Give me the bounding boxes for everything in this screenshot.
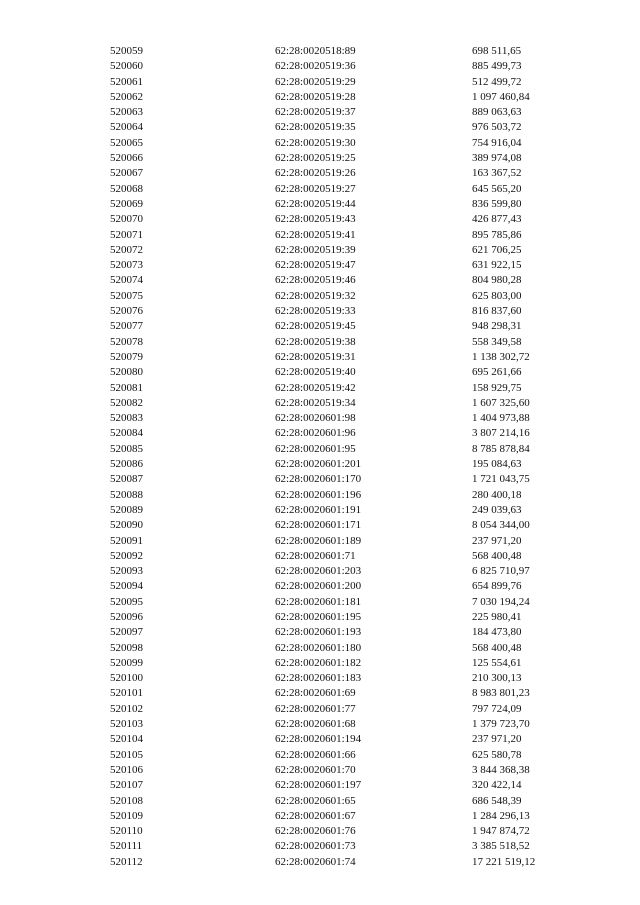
table-row — [110, 763, 570, 778]
cadastral-value-cell: 948 298,31 — [472, 320, 522, 333]
table-row — [110, 136, 570, 151]
cadastral-number-cell: 62:28:0020519:25 — [275, 152, 356, 165]
record-number-cell: 520094 — [110, 580, 143, 593]
cadastral-number-cell: 62:28:0020519:34 — [275, 396, 356, 409]
cadastral-number-cell: 62:28:0020601:189 — [275, 534, 362, 547]
record-number-cell: 520081 — [110, 381, 143, 394]
record-number-cell: 520104 — [110, 733, 143, 746]
cadastral-value-cell: 3 844 368,38 — [472, 763, 530, 776]
record-number-cell: 520084 — [110, 427, 143, 440]
cadastral-value-cell: 686 548,39 — [472, 794, 522, 807]
cadastral-value-cell: 568 400,48 — [472, 641, 522, 654]
table-row — [110, 273, 570, 288]
cadastral-number-cell: 62:28:0020519:40 — [275, 366, 356, 379]
record-number-cell: 520099 — [110, 656, 143, 669]
table-row — [110, 595, 570, 610]
record-number-cell: 520076 — [110, 305, 143, 318]
cadastral-number-cell: 62:28:0020601:170 — [275, 473, 362, 486]
cadastral-number-cell: 62:28:0020519:33 — [275, 305, 356, 318]
cadastral-number-cell: 62:28:0020601:66 — [275, 748, 356, 761]
record-number-cell: 520090 — [110, 519, 143, 532]
table-row — [110, 166, 570, 181]
cadastral-value-cell: 8 054 344,00 — [472, 519, 530, 532]
record-number-cell: 520061 — [110, 75, 143, 88]
cadastral-number-cell: 62:28:0020519:28 — [275, 90, 356, 103]
cadastral-value-cell: 1 097 460,84 — [472, 90, 530, 103]
cadastral-value-cell: 1 284 296,13 — [472, 809, 530, 822]
table-row — [110, 59, 570, 74]
table-row — [110, 365, 570, 380]
record-number-cell: 520091 — [110, 534, 143, 547]
cadastral-value-cell: 1 404 973,88 — [472, 412, 530, 425]
cadastral-value-cell: 184 473,80 — [472, 626, 522, 639]
table-row — [110, 90, 570, 105]
table-row — [110, 197, 570, 212]
record-number-cell: 520075 — [110, 289, 143, 302]
record-number-cell: 520097 — [110, 626, 143, 639]
record-number-cell: 520093 — [110, 565, 143, 578]
table-row — [110, 442, 570, 457]
cadastral-value-cell: 698 511,65 — [472, 45, 522, 57]
cadastral-value-cell: 512 499,72 — [472, 75, 522, 88]
table-row — [110, 426, 570, 441]
cadastral-value-cell: 389 974,08 — [472, 152, 522, 165]
cadastral-value-cell: 568 400,48 — [472, 549, 522, 562]
cadastral-value-cell: 754 916,04 — [472, 136, 522, 149]
record-number-cell: 520062 — [110, 90, 143, 103]
table-row — [110, 656, 570, 671]
cadastral-number-cell: 62:28:0020601:180 — [275, 641, 362, 654]
cadastral-value-cell: 625 803,00 — [472, 289, 522, 302]
cadastral-value-cell: 195 084,63 — [472, 458, 522, 471]
record-number-cell: 520087 — [110, 473, 143, 486]
record-number-cell: 520088 — [110, 488, 143, 501]
table-row — [110, 212, 570, 227]
cadastral-number-cell: 62:28:0020601:171 — [275, 519, 362, 532]
cadastral-number-cell: 62:28:0020601:194 — [275, 733, 362, 746]
table-row — [110, 641, 570, 656]
record-number-cell: 520079 — [110, 350, 143, 363]
cadastral-value-cell: 320 422,14 — [472, 779, 522, 792]
record-number-cell: 520101 — [110, 687, 143, 700]
cadastral-number-cell: 62:28:0020519:29 — [275, 75, 356, 88]
table-row — [110, 457, 570, 472]
cadastral-number-cell: 62:28:0020519:39 — [275, 243, 356, 256]
cadastral-value-cell: 895 785,86 — [472, 228, 522, 241]
table-row — [110, 686, 570, 701]
cadastral-number-cell: 62:28:0020601:73 — [275, 840, 356, 853]
record-number-cell: 520080 — [110, 366, 143, 379]
record-number-cell: 520107 — [110, 779, 143, 792]
table-row — [110, 518, 570, 533]
record-number-cell: 520112 — [110, 855, 143, 868]
table-row — [110, 717, 570, 732]
cadastral-value-cell: 889 063,63 — [472, 106, 522, 119]
record-number-cell: 520070 — [110, 213, 143, 226]
cadastral-number-cell: 62:28:0020518:89 — [275, 45, 356, 57]
cadastral-value-cell: 125 554,61 — [472, 656, 522, 669]
cadastral-value-cell: 621 706,25 — [472, 243, 522, 256]
table-row — [110, 151, 570, 166]
table-row — [110, 534, 570, 549]
cadastral-number-cell: 62:28:0020519:46 — [275, 274, 356, 287]
cadastral-number-cell: 62:28:0020519:30 — [275, 136, 356, 149]
cadastral-number-cell: 62:28:0020601:196 — [275, 488, 362, 501]
cadastral-number-cell: 62:28:0020601:68 — [275, 718, 356, 731]
cadastral-value-cell: 645 565,20 — [472, 182, 522, 195]
cadastral-value-cell: 237 971,20 — [472, 534, 522, 547]
table-row — [110, 75, 570, 90]
cadastral-value-cell: 6 825 710,97 — [472, 565, 530, 578]
cadastral-value-cell: 654 899,76 — [472, 580, 522, 593]
cadastral-number-cell: 62:28:0020519:26 — [275, 167, 356, 180]
cadastral-number-cell: 62:28:0020519:32 — [275, 289, 356, 302]
cadastral-number-cell: 62:28:0020519:41 — [275, 228, 356, 241]
cadastral-value-cell: 210 300,13 — [472, 672, 522, 685]
record-number-cell: 520071 — [110, 228, 143, 241]
record-number-cell: 520083 — [110, 412, 143, 425]
cadastral-value-cell: 816 837,60 — [472, 305, 522, 318]
cadastral-number-cell: 62:28:0020601:197 — [275, 779, 362, 792]
cadastral-number-cell: 62:28:0020519:45 — [275, 320, 356, 333]
cadastral-value-cell: 280 400,18 — [472, 488, 522, 501]
cadastral-value-cell: 1 607 325,60 — [472, 396, 530, 409]
table-row — [110, 824, 570, 839]
cadastral-value-cell: 976 503,72 — [472, 121, 522, 134]
table-row — [110, 258, 570, 273]
cadastral-number-cell: 62:28:0020519:43 — [275, 213, 356, 226]
table-row — [110, 488, 570, 503]
cadastral-number-cell: 62:28:0020601:203 — [275, 565, 362, 578]
table-row — [110, 472, 570, 487]
cadastral-number-cell: 62:28:0020601:69 — [275, 687, 356, 700]
cadastral-number-cell: 62:28:0020601:195 — [275, 610, 362, 623]
cadastral-value-cell: 426 877,43 — [472, 213, 522, 226]
cadastral-number-cell: 62:28:0020601:76 — [275, 825, 356, 838]
cadastral-number-cell: 62:28:0020601:96 — [275, 427, 356, 440]
record-number-cell: 520102 — [110, 702, 143, 715]
table-row — [110, 350, 570, 365]
table-row — [110, 625, 570, 640]
table-row — [110, 610, 570, 625]
cadastral-number-cell: 62:28:0020601:70 — [275, 763, 356, 776]
record-number-cell: 520096 — [110, 610, 143, 623]
cadastral-number-cell: 62:28:0020601:201 — [275, 458, 362, 471]
cadastral-number-cell: 62:28:0020519:27 — [275, 182, 356, 195]
record-number-cell: 520078 — [110, 335, 143, 348]
table-row — [110, 809, 570, 824]
table-row — [110, 105, 570, 120]
cadastral-value-cell: 8 983 801,23 — [472, 687, 530, 700]
cadastral-number-cell: 62:28:0020601:200 — [275, 580, 362, 593]
record-number-cell: 520067 — [110, 167, 143, 180]
cadastral-value-cell: 8 785 878,84 — [472, 442, 530, 455]
record-number-cell: 520059 — [110, 45, 143, 57]
cadastral-value-cell: 695 261,66 — [472, 366, 522, 379]
table-row — [110, 289, 570, 304]
cadastral-value-cell: 17 221 519,12 — [472, 855, 536, 868]
record-number-cell: 520111 — [110, 840, 143, 853]
table-row — [110, 335, 570, 350]
cadastral-number-cell: 62:28:0020519:36 — [275, 60, 356, 73]
cadastral-number-cell: 62:28:0020519:44 — [275, 197, 356, 210]
record-number-cell: 520089 — [110, 503, 143, 516]
record-number-cell: 520069 — [110, 197, 143, 210]
cadastral-number-cell: 62:28:0020601:191 — [275, 503, 362, 516]
cadastral-value-cell: 163 367,52 — [472, 167, 522, 180]
cadastral-number-cell: 62:28:0020519:42 — [275, 381, 356, 394]
record-number-cell: 520085 — [110, 442, 143, 455]
table-row — [110, 304, 570, 319]
record-number-cell: 520066 — [110, 152, 143, 165]
cadastral-value-cell: 1 721 043,75 — [472, 473, 530, 486]
record-number-cell: 520086 — [110, 458, 143, 471]
record-number-cell: 520098 — [110, 641, 143, 654]
cadastral-value-cell: 158 929,75 — [472, 381, 522, 394]
table-row — [110, 579, 570, 594]
cadastral-value-cell: 885 499,73 — [472, 60, 522, 73]
cadastral-number-cell: 62:28:0020519:47 — [275, 259, 356, 272]
cadastral-value-cell: 836 599,80 — [472, 197, 522, 210]
cadastral-number-cell: 62:28:0020601:74 — [275, 855, 356, 868]
cadastral-number-cell: 62:28:0020601:67 — [275, 809, 356, 822]
record-number-cell: 520103 — [110, 718, 143, 731]
record-number-cell: 520073 — [110, 259, 143, 272]
record-number-cell: 520110 — [110, 825, 143, 838]
table-row — [110, 748, 570, 763]
table-row — [110, 396, 570, 411]
table-row — [110, 702, 570, 717]
table-row — [110, 794, 570, 809]
cadastral-value-cell: 237 971,20 — [472, 733, 522, 746]
table-row — [110, 182, 570, 197]
table-row — [110, 243, 570, 258]
record-number-cell: 520074 — [110, 274, 143, 287]
cadastral-number-cell: 62:28:0020601:98 — [275, 412, 356, 425]
table-row — [110, 503, 570, 518]
cadastral-value-cell: 3 385 518,52 — [472, 840, 530, 853]
table-row — [110, 381, 570, 396]
cadastral-number-cell: 62:28:0020519:37 — [275, 106, 356, 119]
table-row — [110, 319, 570, 334]
cadastral-number-cell: 62:28:0020601:182 — [275, 656, 362, 669]
cadastral-value-cell: 249 039,63 — [472, 503, 522, 516]
record-number-cell: 520105 — [110, 748, 143, 761]
cadastral-value-cell: 1 138 302,72 — [472, 350, 530, 363]
table-row — [110, 855, 570, 870]
table-row — [110, 228, 570, 243]
record-number-cell: 520108 — [110, 794, 143, 807]
table-row — [110, 564, 570, 579]
cadastral-number-cell: 62:28:0020601:65 — [275, 794, 356, 807]
cadastral-value-cell: 7 030 194,24 — [472, 595, 530, 608]
table-row — [110, 120, 570, 135]
table-row — [110, 732, 570, 747]
cadastral-value-cell: 1 947 874,72 — [472, 825, 530, 838]
table-row — [110, 549, 570, 564]
record-number-cell: 520063 — [110, 106, 143, 119]
cadastral-number-cell: 62:28:0020601:95 — [275, 442, 356, 455]
cadastral-value-cell: 804 980,28 — [472, 274, 522, 287]
record-number-cell: 520068 — [110, 182, 143, 195]
record-number-cell: 520100 — [110, 672, 143, 685]
table-row — [110, 778, 570, 793]
cadastral-value-cell: 558 349,58 — [472, 335, 522, 348]
table-row — [110, 44, 570, 59]
record-number-cell: 520092 — [110, 549, 143, 562]
cadastral-value-cell: 1 379 723,70 — [472, 718, 530, 731]
cadastral-number-cell: 62:28:0020601:77 — [275, 702, 356, 715]
table-row — [110, 411, 570, 426]
table-row — [110, 671, 570, 686]
record-number-cell: 520082 — [110, 396, 143, 409]
cadastral-number-cell: 62:28:0020519:35 — [275, 121, 356, 134]
record-number-cell: 520077 — [110, 320, 143, 333]
record-number-cell: 520060 — [110, 60, 143, 73]
record-number-cell: 520072 — [110, 243, 143, 256]
record-number-cell: 520095 — [110, 595, 143, 608]
table-row — [110, 839, 570, 854]
record-number-cell: 520106 — [110, 763, 143, 776]
cadastral-value-cell: 631 922,15 — [472, 259, 522, 272]
record-number-cell: 520109 — [110, 809, 143, 822]
cadastral-value-cell: 797 724,09 — [472, 702, 522, 715]
cadastral-value-cell: 225 980,41 — [472, 610, 522, 623]
cadastral-number-cell: 62:28:0020601:193 — [275, 626, 362, 639]
record-number-cell: 520064 — [110, 121, 143, 134]
record-number-cell: 520065 — [110, 136, 143, 149]
cadastral-number-cell: 62:28:0020519:38 — [275, 335, 356, 348]
data-table — [110, 44, 570, 870]
cadastral-value-cell: 625 580,78 — [472, 748, 522, 761]
cadastral-number-cell: 62:28:0020601:183 — [275, 672, 362, 685]
cadastral-number-cell: 62:28:0020601:71 — [275, 549, 356, 562]
cadastral-number-cell: 62:28:0020519:31 — [275, 350, 356, 363]
cadastral-number-cell: 62:28:0020601:181 — [275, 595, 362, 608]
cadastral-value-cell: 3 807 214,16 — [472, 427, 530, 440]
